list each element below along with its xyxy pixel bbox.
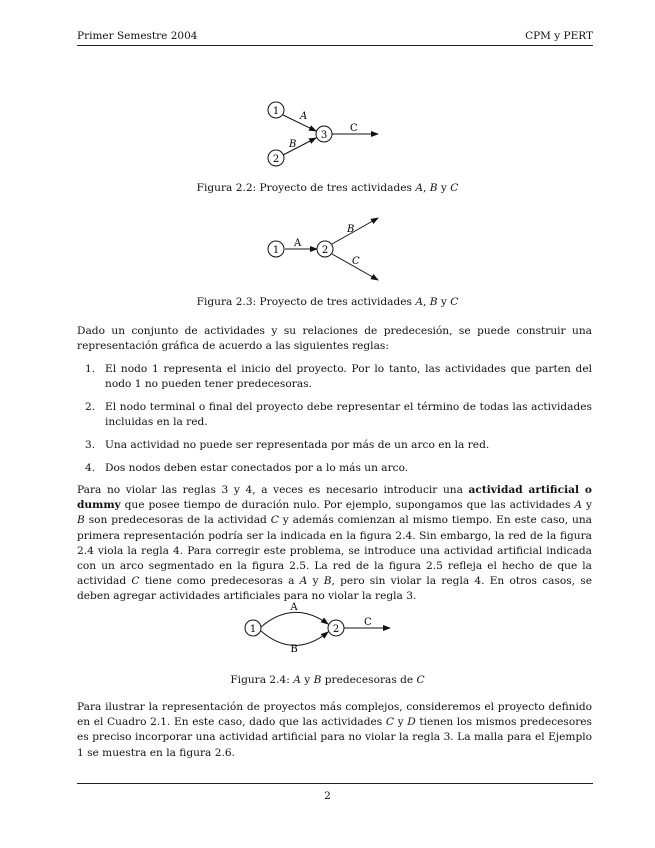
caption-var-c: C [416,674,425,686]
node-3-label: 3 [320,130,327,141]
caption-sep: , [422,182,430,194]
footer-rule [77,783,593,784]
edge-b-label: B [289,644,298,655]
node-1-label: 1 [272,106,279,117]
node-2-label: 2 [332,624,339,635]
node-2-label: 2 [272,154,279,165]
edge-b [283,138,316,155]
figure-2-2-diagram [228,96,428,168]
dummy-activity-paragraph [77,483,592,605]
intro-paragraph: Dado un conjunto de actividades y su relaciones de predecesión, se puede construir una representación gráfica de acuerdo a las siguientes reglas: [77,325,592,353]
text-run: y [307,575,324,588]
list-item [77,461,592,476]
bold-term: actividad artificial o dummy [77,484,592,512]
text-run: y [393,716,408,729]
text-run: Para ilustrar la representación de proyectos más complejos, consideremos el proyecto definido en el Cuadro 2.1. En este caso, dado que las actividades [77,701,592,729]
caption-sep: , [422,296,430,308]
caption-sep: y [437,182,451,194]
edge-c-label: C [363,617,372,628]
edge-b [332,218,378,244]
node-2-label: 2 [321,245,328,256]
list-item-number: 1. [85,363,96,375]
node-1-label: 1 [272,245,279,256]
running-header [77,30,593,46]
text-run: tienen los mismos predecesores es preciso incorporar una actividad artificial para no violar la regla 3. La malla para el Ejemplo 1 se muestra en la figura 2.6. [77,716,592,759]
edge-a-label: A [289,602,298,613]
rules-list [77,362,592,484]
edge-b-label: B [288,139,296,150]
caption-text: Figura 2.4: [230,674,294,686]
edge-c-label: C [351,256,360,267]
caption-text: Figura 2.2: Proyecto de tres actividades [196,182,416,194]
list-item-text: Dos nodos deben estar conectados por a lo más un arco. [105,462,409,474]
complex-project-paragraph [77,700,592,761]
caption-var-c: C [450,182,459,194]
list-item-number: 4. [85,462,96,474]
text-run: que posee tiempo de duración nulo. Por ejemplo, supongamos que las actividades [120,499,575,512]
caption-sep: predecesoras de [321,674,417,686]
caption-var-b: B [429,296,438,308]
var-d: D [407,716,416,729]
header-left: Primer Semestre 2004 [77,30,198,42]
var-c: C [131,575,140,588]
text-run: y además comienzan al mismo tiempo. En este caso, una primera representación podría ser la indicada en la figura 2.4. Sin embargo, la red de la figura 2.4 viola la regla 4. Para corregir este problema, se introduce una actividad artificial indicada con un arco segmentado en la figura 2.5. La red de la figura 2.5 refleja el hecho de que la actividad [77,514,592,588]
text-run: , pero sin violar la regla 4. En otros casos, se deben agregar actividades artificiales para no violar la regla 3. [77,575,592,603]
list-item-text: Una actividad no puede ser representada por más de un arco en la red. [105,439,490,451]
caption-sep: y [300,674,314,686]
text-run: son predecesoras de la actividad [84,514,271,527]
edge-a-label: A [293,238,301,249]
caption-var-b: B [313,674,322,686]
var-c: C [385,716,394,729]
var-a: A [299,575,308,588]
figure-2-4-caption [0,674,655,686]
edge-c-label: C [349,123,358,134]
figure-2-3 [0,216,655,286]
text-run: Para no violar las reglas 3 y 4, a veces es necesario introducir una [77,484,469,496]
figure-2-2 [0,96,655,168]
page-number: 2 [324,790,331,802]
var-b: B [323,575,332,588]
var-a: A [574,499,583,512]
figure-2-2-caption [0,182,655,194]
edge-b-label: B [346,224,354,235]
caption-var-b: B [429,182,438,194]
list-item-number: 3. [85,439,96,451]
text-run: tiene como predecesoras a [139,575,300,588]
var-b: B [77,514,85,527]
figure-2-3-caption [0,296,655,308]
list-item [77,438,592,453]
list-item [77,400,592,430]
figure-2-4 [0,600,655,660]
caption-var-a: A [293,674,301,686]
edge-a [261,612,328,627]
caption-text: Figura 2.3: Proyecto de tres actividades [196,296,416,308]
header-right: CPM y PERT [525,30,593,42]
list-item [77,362,592,392]
figure-2-3-diagram [228,216,428,286]
var-c: C [270,514,279,527]
text-run: y [582,499,593,512]
node-1-label: 1 [249,624,256,635]
list-item-text: El nodo 1 representa el inicio del proyecto. Por lo tanto, las actividades que parten del nodo 1 no pueden tener predecesoras. [105,363,592,390]
figure-2-4-diagram [228,600,428,660]
edge-a-label: A [299,111,307,122]
list-item-text: El nodo terminal o final del proyecto debe representar el término de todas las actividades incluidas en la red. [105,401,592,428]
list-item-number: 2. [85,401,96,413]
caption-var-a: A [415,296,423,308]
caption-var-a: A [415,182,423,194]
caption-sep: y [437,296,451,308]
caption-var-c: C [450,296,459,308]
